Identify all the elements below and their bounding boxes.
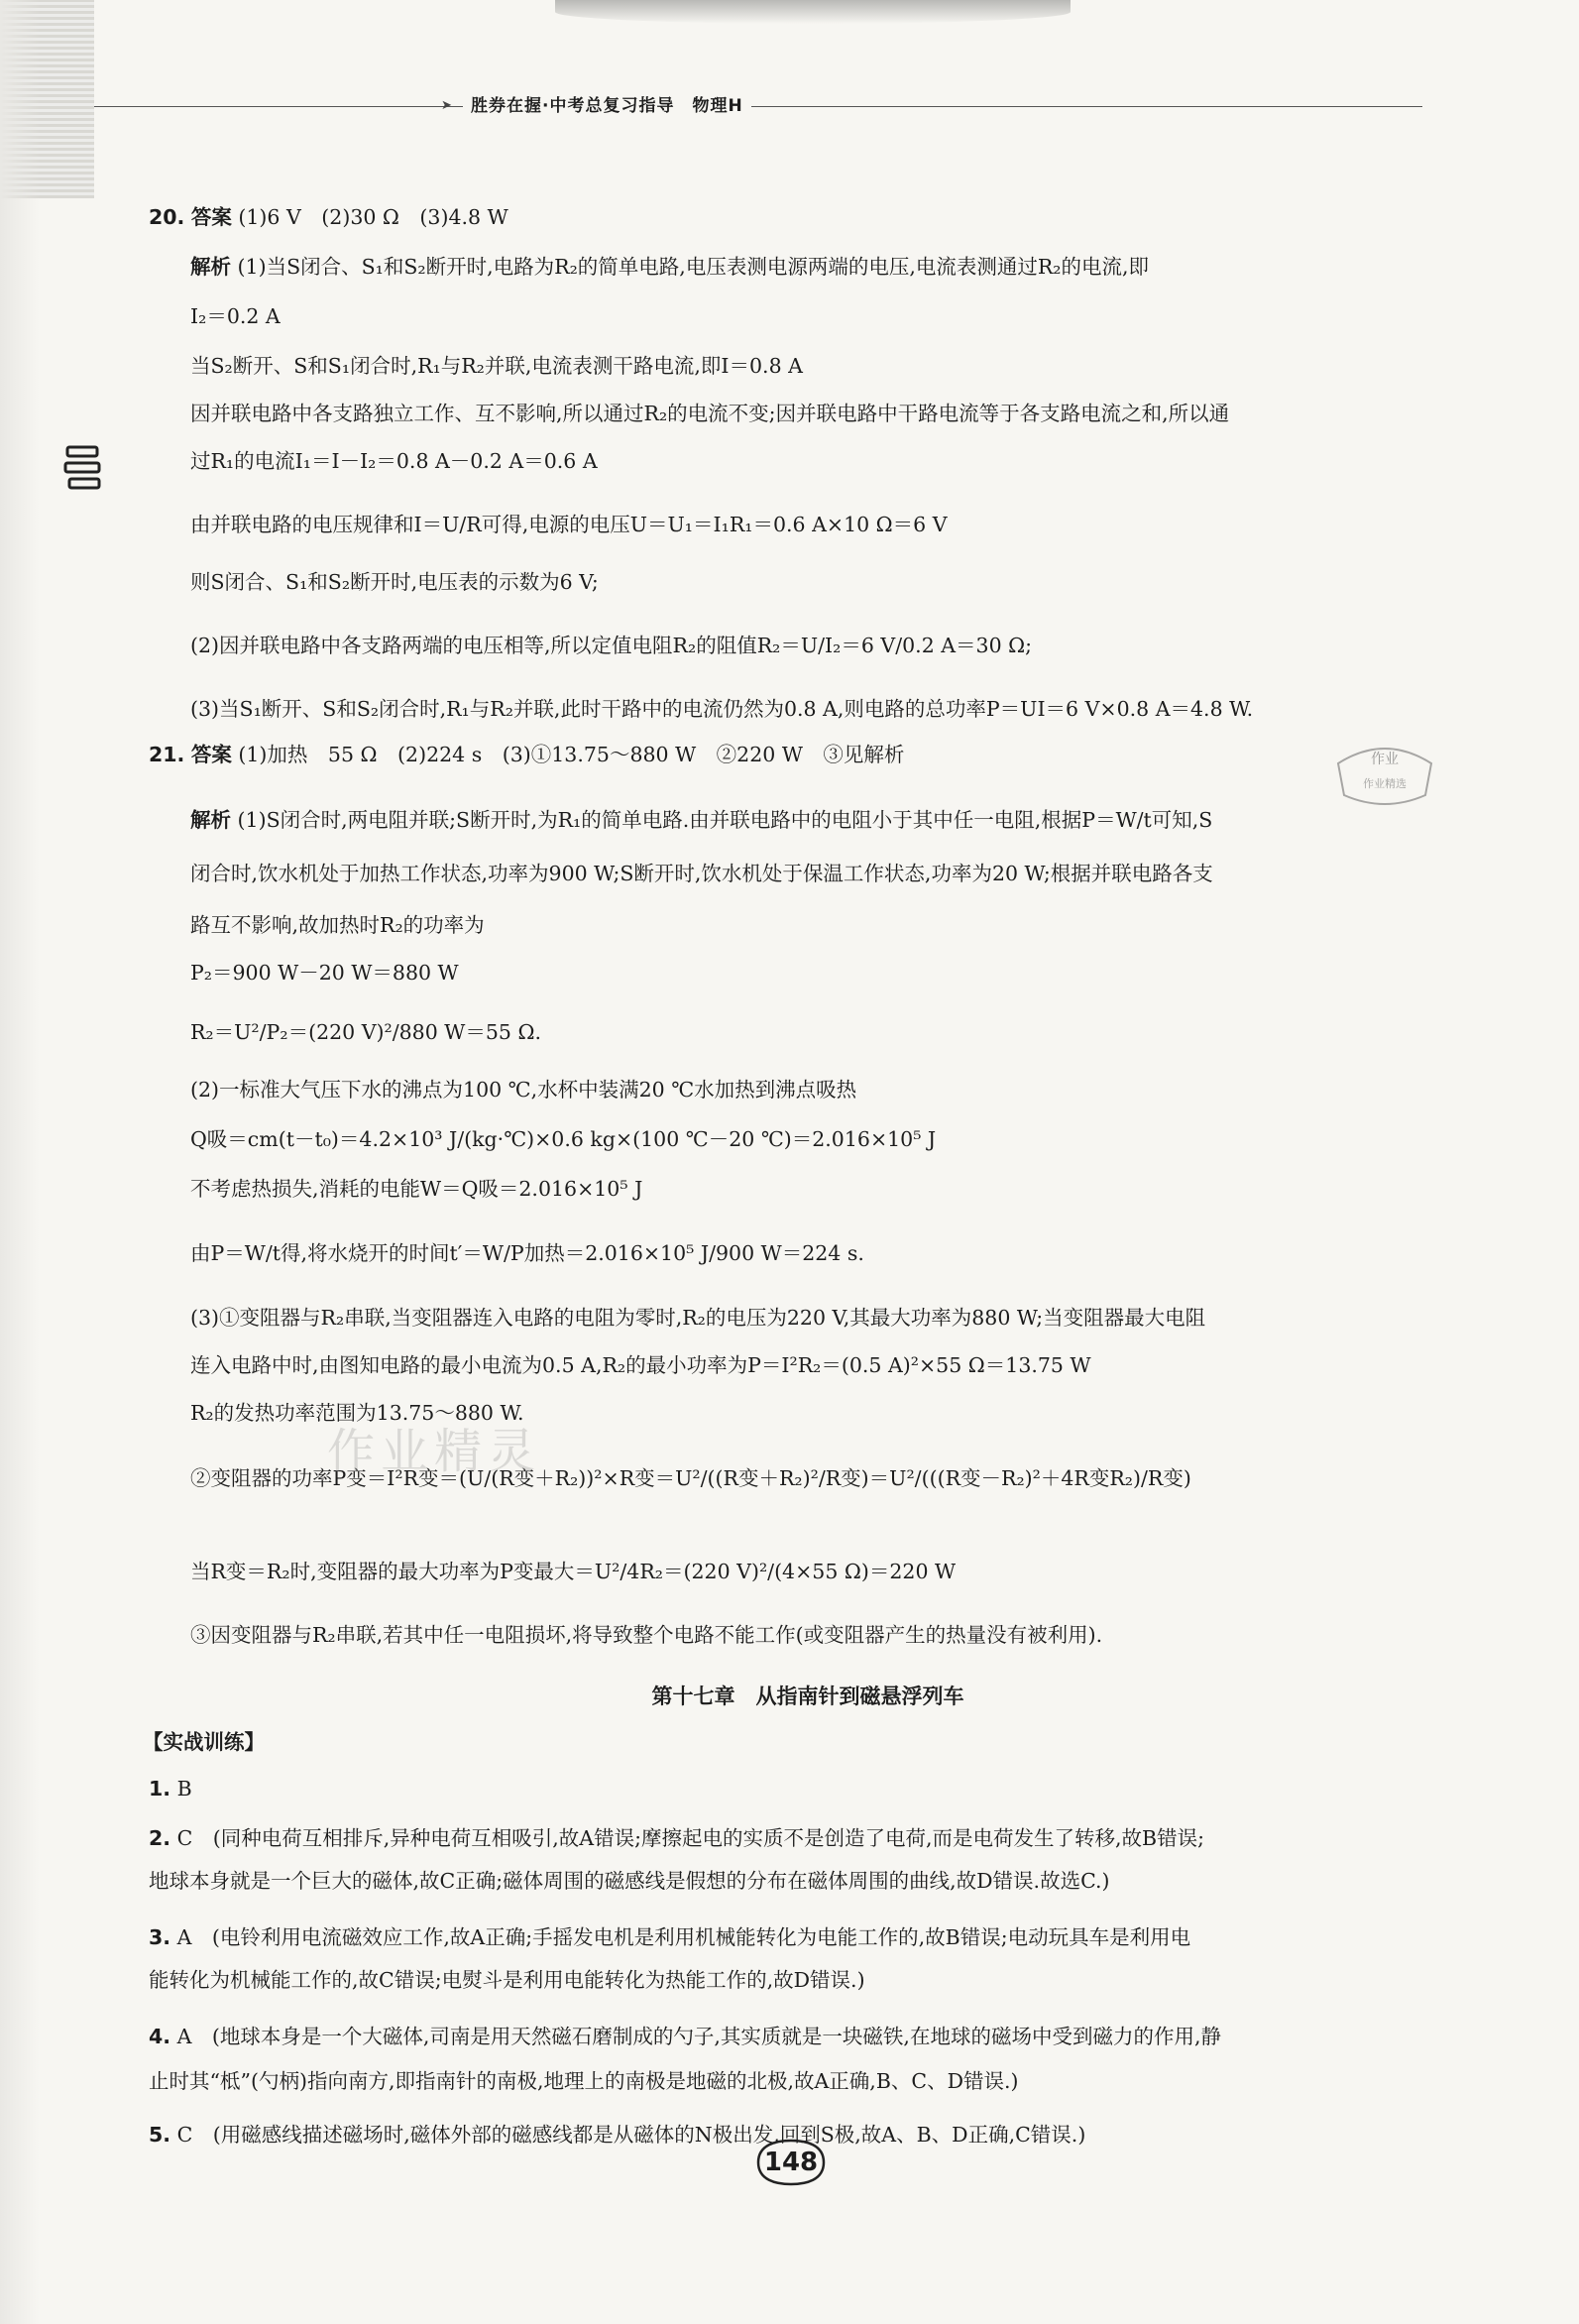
explanation-line: 当R变＝R₂时,变阻器的最大功率为P变最大＝U²/4R₂＝(220 V)²/(4×55 Ω)＝220 W — [190, 1560, 957, 1583]
item-number: 2. — [149, 1826, 171, 1850]
question-number: 20. — [149, 205, 185, 229]
explanation-line: 则S闭合、S₁和S₂断开时,电压表的示数为6 V; — [190, 570, 599, 594]
answer-item — [149, 2121, 1085, 2149]
item-text: C (用磁感线描述磁场时,磁体外部的磁感线都是从磁体的N极出发,回到S极,故A、B、D正确,C错误.) — [176, 2123, 1086, 2147]
item-text: A (地球本身是一个大磁体,司南是用天然磁石磨制成的勺子,其实质就是一块磁铁,在地球的磁场中受到磁力的作用,静 — [176, 2025, 1221, 2048]
explanation-label: 解析 — [190, 255, 231, 279]
answer-continuation: 地球本身就是一个巨大的磁体,故C正确;磁体周围的磁感线是假想的分布在磁体周围的曲线,故D错误.故选C.) — [149, 1869, 1110, 1893]
explanation-line: 因并联电路中各支路独立工作、互不影响,所以通过R₂的电流不变;因并联电路中干路电流等于各支路电流之和,所以通 — [190, 402, 1230, 425]
question-number: 21. — [149, 743, 185, 766]
answer-item — [149, 1775, 192, 1802]
explanation-line: 连入电路中时,由图知电路的最小电流为0.5 A,R₂的最小功率为P＝I²R₂＝(0.5 A)²×55 Ω＝13.75 W — [190, 1353, 1091, 1377]
watermark: 作业精灵 — [327, 1424, 542, 1479]
explanation-line — [190, 806, 1212, 834]
explanation-line — [190, 253, 1149, 281]
explanation-line: 当S₂断开、S和S₁闭合时,R₁与R₂并联,电流表测干路电流,即I＝0.8 A — [190, 354, 803, 378]
answer-text: (1)加热 55 Ω (2)224 s (3)①13.75～880 W ②220 W ③见解析 — [238, 743, 905, 766]
explanation-line: P₂＝900 W－20 W＝880 W — [190, 961, 459, 985]
explanation-line: Q吸＝cm(t－t₀)＝4.2×10³ J/(kg·℃)×0.6 kg×(100 ℃－20 ℃)＝2.016×10⁵ J — [190, 1127, 937, 1151]
chapter-title: 第十七章 从指南针到磁悬浮列车 — [651, 1685, 964, 1708]
explanation-line: R₂＝U²/P₂＝(220 V)²/880 W＝55 Ω. — [190, 1020, 541, 1044]
answer-label: 答案 — [190, 743, 232, 766]
explanation-line: 不考虑热损失,消耗的电能W＝Q吸＝2.016×10⁵ J — [190, 1177, 643, 1201]
answer-item — [149, 1923, 1190, 1951]
item-number: 1. — [149, 1777, 171, 1801]
answer-label: 答案 — [190, 205, 232, 229]
explanation-line: 由并联电路的电压规律和I＝U/R可得,电源的电压U＝U₁＝I₁R₁＝0.6 A×10 Ω＝6 V — [190, 513, 948, 536]
running-header — [94, 94, 1422, 118]
svg-text:作业精选: 作业精选 — [1363, 777, 1407, 790]
question-21-answer — [149, 741, 904, 768]
section-heading: 【实战训练】 — [143, 1730, 265, 1754]
header-rule — [94, 106, 1422, 107]
header-arrow-icon: ➤ — [441, 98, 452, 113]
explanation-line: 由P＝W/t得,将水烧开的时间t′＝W/P加热＝2.016×10⁵ J/900 W＝224 s. — [190, 1241, 864, 1265]
page-edge-shadow — [0, 0, 40, 2324]
explanation-line: ②变阻器的功率P变＝I²R变＝(U/(R变＋R₂))²×R变＝U²/((R变＋R₂)²/R变)＝U²/(((R变－R₂)²＋4R变R₂)/R变) — [190, 1466, 1191, 1490]
question-20-answer — [149, 203, 508, 231]
scan-shadow — [555, 0, 1071, 24]
explanation-line: 过R₁的电流I₁＝I－I₂＝0.8 A－0.2 A＝0.6 A — [190, 449, 598, 473]
answer-continuation: 能转化为机械能工作的,故C错误;电熨斗是利用电能转化为热能工作的,故D错误.) — [149, 1968, 865, 1992]
item-text: A (电铃利用电流磁效应工作,故A正确;手摇发电机是利用机械能转化为电能工作的,故B错误;电动玩具车是利用电 — [176, 1925, 1191, 1949]
explanation-line: (2)因并联电路中各支路两端的电压相等,所以定值电阻R₂的阻值R₂＝U/I₂＝6 V/0.2 A＝30 Ω; — [190, 634, 1033, 657]
page-number-text: 148 — [763, 2148, 819, 2177]
answer-item — [149, 2023, 1221, 2050]
explanation-line: I₂＝0.2 A — [190, 304, 281, 328]
page-number — [748, 2137, 834, 2188]
answer-item — [149, 1824, 1204, 1852]
item-number: 3. — [149, 1925, 171, 1949]
svg-text:作业: 作业 — [1371, 752, 1399, 767]
explanation-line: (3)①变阻器与R₂串联,当变阻器连入电路的电阻为零时,R₂的电压为220 V,其最大功率为880 W;当变阻器最大电阻 — [190, 1306, 1206, 1330]
answer-continuation: 止时其“柢”(勺柄)指向南方,即指南针的南极,地理上的南极是地磁的北极,故A正确,B、C、D错误.) — [149, 2069, 1019, 2093]
header-title: 胜券在握·中考总复习指导 物理H — [463, 94, 751, 118]
explanation-line: ③因变阻器与R₂串联,若其中任一电阻损坏,将导致整个电路不能工作(或变阻器产生的热量没有被利用). — [190, 1623, 1103, 1647]
item-number: 4. — [149, 2025, 171, 2048]
item-text: B — [176, 1777, 192, 1801]
explanation-line: (3)当S₁断开、S和S₂闭合时,R₁与R₂并联,此时干路中的电流仍然为0.8 A,则电路的总功率P＝UI＝6 V×0.8 A＝4.8 W. — [190, 697, 1254, 721]
explanation-line: R₂的发热功率范围为13.75～880 W. — [190, 1401, 524, 1425]
stamp-logo — [1330, 734, 1439, 813]
explanation-line: 路互不影响,故加热时R₂的功率为 — [190, 913, 485, 937]
explanation-label: 解析 — [190, 808, 231, 832]
item-number: 5. — [149, 2123, 171, 2147]
line-text: (1)当S闭合、S₁和S₂断开时,电路为R₂的简单电路,电压表测电源两端的电压,电流表测通过R₂的电流,即 — [237, 255, 1150, 279]
line-text: (1)S闭合时,两电阻并联;S断开时,为R₁的简单电路.由并联电路中的电阻小于其中任一电阻,根据P＝W/t可知,S — [237, 808, 1213, 832]
answer-text: (1)6 V (2)30 Ω (3)4.8 W — [238, 205, 508, 229]
item-text: C (同种电荷互相排斥,异种电荷互相吸引,故A错误;摩擦起电的实质不是创造了电荷,而是电荷发生了转移,故B错误; — [176, 1826, 1205, 1850]
explanation-line: 闭合时,饮水机处于加热工作状态,功率为900 W;S断开时,饮水机处于保温工作状态,功率为20 W;根据并联电路各支 — [190, 862, 1213, 885]
explanation-line: (2)一标准大气压下水的沸点为100 ℃,水杯中装满20 ℃水加热到沸点吸热 — [190, 1078, 857, 1102]
books-icon — [63, 441, 107, 501]
